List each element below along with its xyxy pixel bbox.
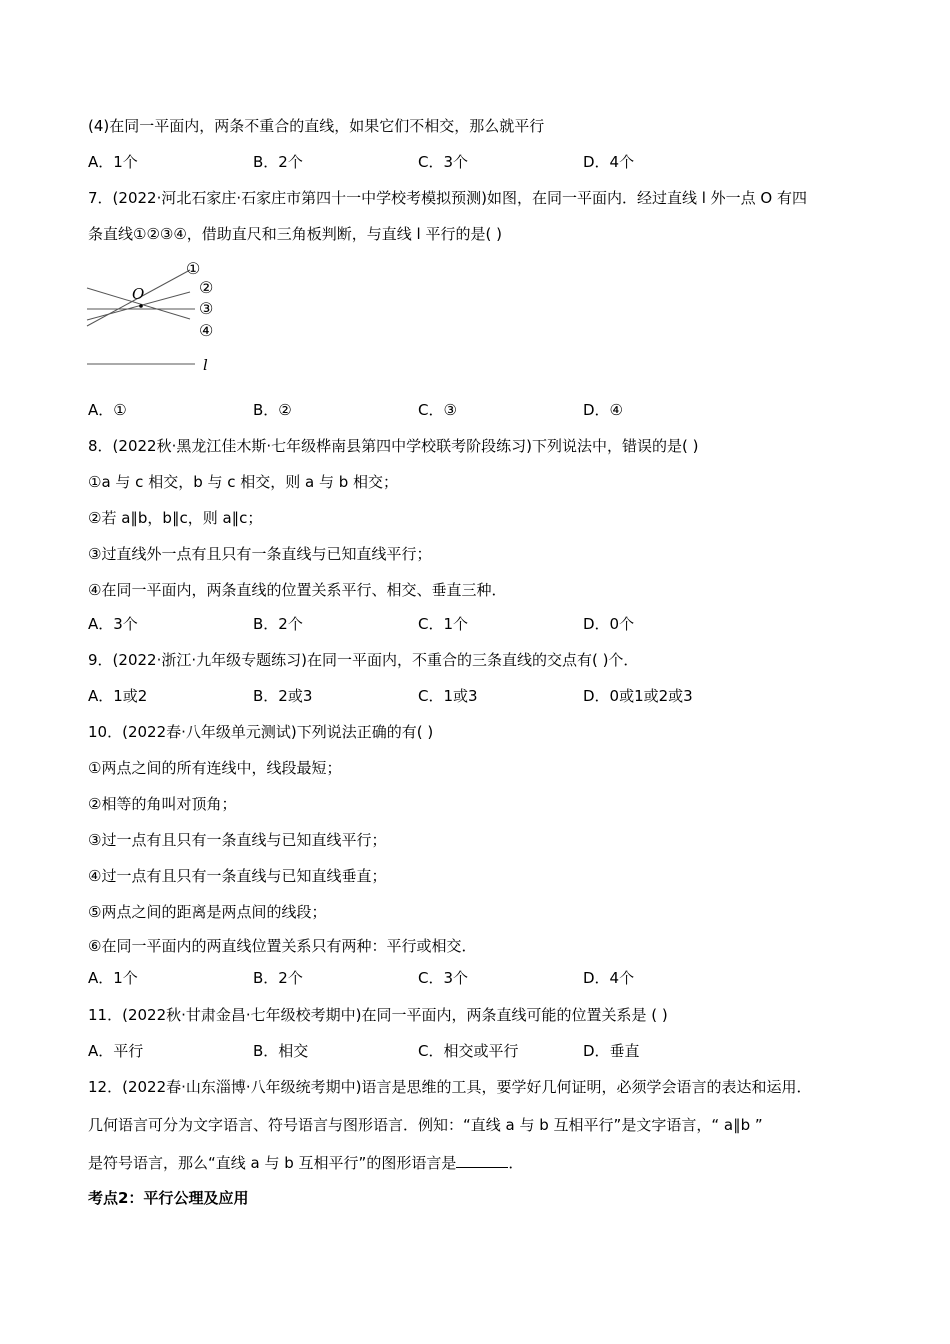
line-label-4: ④: [199, 321, 214, 340]
q10-item-1: ①两点之间的所有连线中，线段最短；: [88, 759, 342, 777]
q6-item-4: (4)在同一平面内，两条不重合的直线，如果它们不相交，那么就平行: [88, 117, 545, 135]
q6-option-d[interactable]: D．4个: [583, 153, 635, 171]
q6-option-a[interactable]: A．1个: [88, 153, 138, 171]
q10-item-3: ③过一点有且只有一条直线与已知直线平行；: [88, 831, 387, 849]
line-label-l: l: [203, 356, 208, 374]
q7-option-d[interactable]: D．④: [583, 401, 623, 419]
q7-option-a[interactable]: A．①: [88, 401, 127, 419]
q8-item-2: ②若 a∥b，b∥c，则 a∥c；: [88, 509, 263, 527]
q8-item-3: ③过直线外一点有且只有一条直线与已知直线平行；: [88, 545, 432, 563]
point-o: [139, 304, 143, 308]
q8-option-c[interactable]: C．1个: [418, 615, 469, 633]
q8-item-4: ④在同一平面内，两条直线的位置关系平行、相交、垂直三种．: [88, 581, 507, 599]
line-label-2: ②: [199, 278, 214, 297]
line-label-3: ③: [199, 299, 214, 318]
q7-option-c[interactable]: C．③: [418, 401, 457, 419]
q7-stem-line-2: 条直线①②③④，借助直尺和三角板判断，与直线 l 平行的是( ): [88, 225, 502, 243]
q10-item-6: ⑥在同一平面内的两直线位置关系只有两种：平行或相交．: [88, 937, 477, 955]
q11-stem: 11．(2022秋·甘肃金昌·七年级校考期中)在同一平面内，两条直线可能的位置关系是 ( ): [88, 1006, 668, 1024]
q8-option-a[interactable]: A．3个: [88, 615, 138, 633]
q9-option-b[interactable]: B．2或3: [253, 687, 313, 705]
q6-option-b[interactable]: B．2个: [253, 153, 303, 171]
q11-option-d[interactable]: D．垂直: [583, 1042, 640, 1060]
q10-option-a[interactable]: A．1个: [88, 969, 138, 987]
q10-option-d[interactable]: D．4个: [583, 969, 635, 987]
q6-option-c[interactable]: C．3个: [418, 153, 469, 171]
q10-item-2: ②相等的角叫对顶角；: [88, 795, 237, 813]
q10-option-b[interactable]: B．2个: [253, 969, 303, 987]
q7-stem-line-1: 7．(2022·河北石家庄·石家庄市第四十一中学校考模拟预测)如图，在同一平面内．经过直线 l 外一点 O 有四: [88, 189, 808, 207]
q9-option-c[interactable]: C．1或3: [418, 687, 478, 705]
q11-option-b[interactable]: B．相交: [253, 1042, 309, 1060]
q8-stem: 8．(2022秋·黑龙江佳木斯·七年级桦南县第四中学校联考阶段练习)下列说法中，错误的是( ): [88, 437, 699, 455]
q12-line-1: 12．(2022春·山东淄博·八年级统考期中)语言是思维的工具，要学好几何证明，必须学会语言的表达和运用．: [88, 1078, 812, 1096]
q10-options: [88, 968, 848, 988]
q8-options: [88, 614, 848, 634]
q12-line-2: 几何语言可分为文字语言、符号语言与图形语言．例知：“直线 a 与 b 互相平行”是文字语言，“ a∥b ”: [88, 1116, 763, 1134]
q7-options: [88, 400, 848, 420]
q11-option-c[interactable]: C．相交或平行: [418, 1042, 519, 1060]
q12-line-3-end: ．: [508, 1154, 524, 1172]
answer-blank[interactable]: [456, 1153, 508, 1168]
q8-option-b[interactable]: B．2个: [253, 615, 303, 633]
q8-option-d[interactable]: D．0个: [583, 615, 635, 633]
q10-item-5: ⑤两点之间的距离是两点间的线段；: [88, 903, 327, 921]
q9-stem: 9．(2022·浙江·九年级专题练习)在同一平面内，不重合的三条直线的交点有( )个．: [88, 651, 639, 669]
q8-item-1: ①a 与 c 相交，b 与 c 相交，则 a 与 b 相交；: [88, 473, 399, 491]
q9-options: [88, 686, 848, 706]
q11-option-a[interactable]: A．平行: [88, 1042, 144, 1060]
q12-line-3-text: 是符号语言，那么“直线 a 与 b 互相平行”的图形语言是: [88, 1154, 457, 1172]
q10-option-c[interactable]: C．3个: [418, 969, 469, 987]
q10-item-4: ④过一点有且只有一条直线与已知直线垂直；: [88, 867, 387, 885]
q7-option-b[interactable]: B．②: [253, 401, 292, 419]
q9-option-d[interactable]: D．0或1或2或3: [583, 687, 693, 705]
q6-options: [88, 152, 848, 172]
q10-stem: 10．(2022春·八年级单元测试)下列说法正确的有( ): [88, 723, 434, 741]
q12-line-3: [88, 1153, 523, 1173]
q7-figure: [85, 258, 225, 378]
q9-option-a[interactable]: A．1或2: [88, 687, 148, 705]
q11-options: [88, 1041, 848, 1061]
section-heading: 考点2：平行公理及应用: [88, 1189, 249, 1207]
line-label-1: ①: [186, 259, 201, 278]
point-o-label: O: [132, 285, 145, 303]
